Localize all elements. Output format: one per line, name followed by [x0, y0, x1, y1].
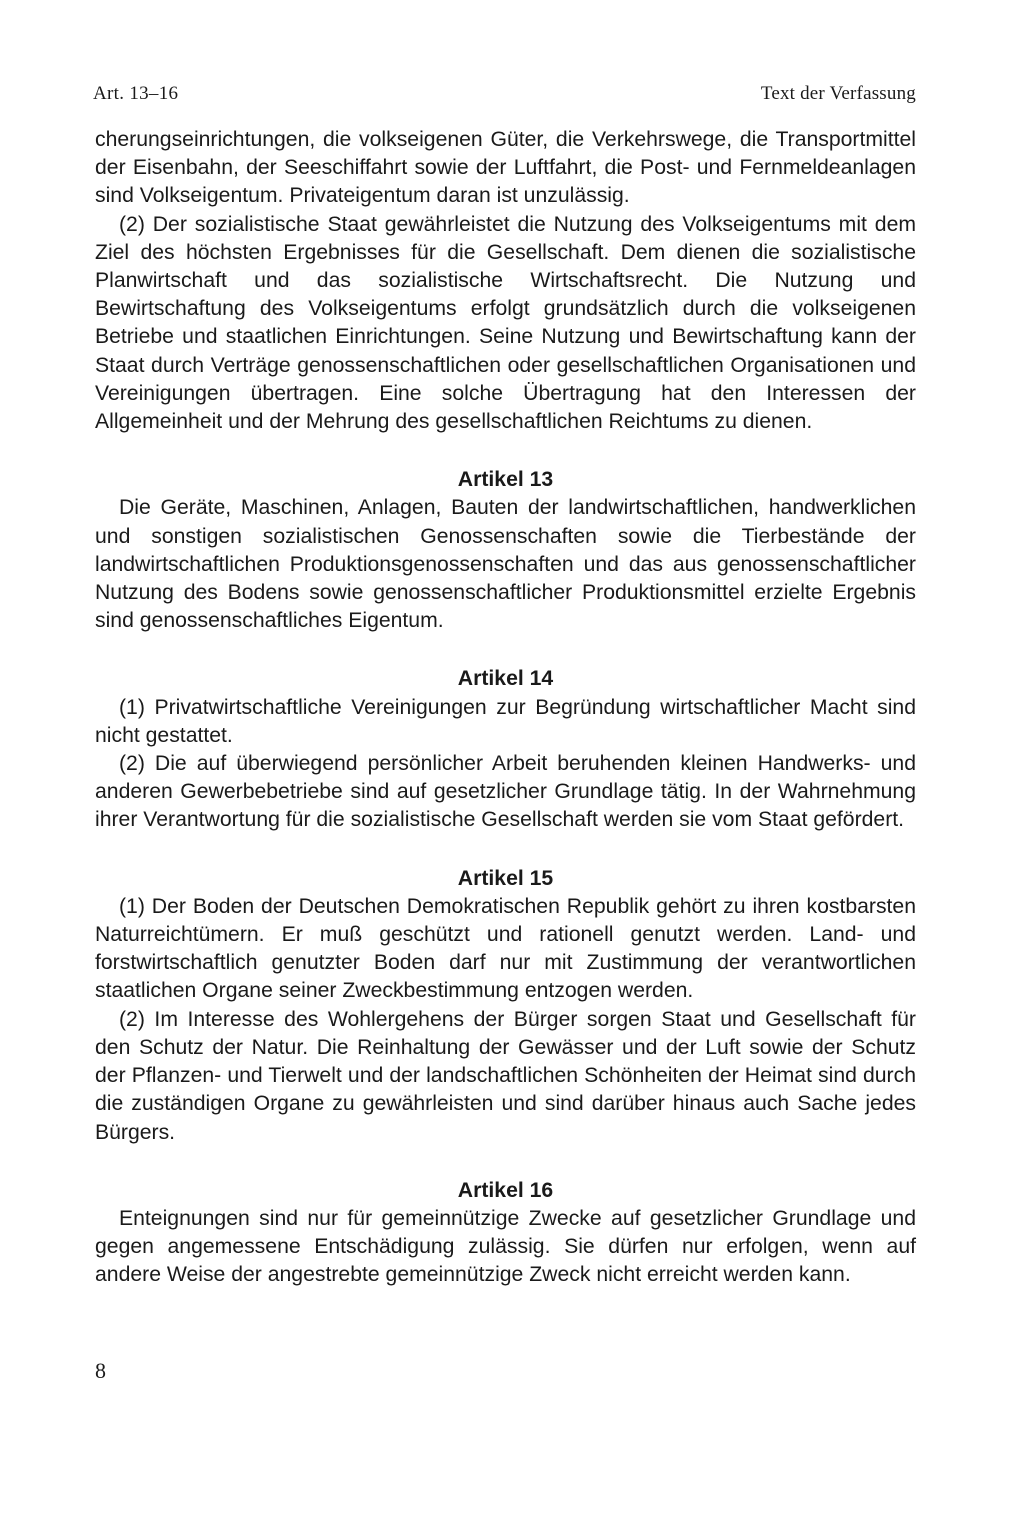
spacer — [95, 1147, 916, 1177]
article15-paragraph-2: (2) Im Interesse des Wohlergehens der Bürger sorgen Staat und Gesellschaft für den Schutz der Natur. Die Reinhaltung der Gewässer und der Luft sowie der Schutz der Pflanzen- und Tierwelt und der landschaftlichen Schönheiten der Heimat sind durch die zuständigen Organe zu gewährleisten und sind darüber hinaus auch Sache jedes Bürgers. — [95, 1007, 916, 1144]
page-number: 8 — [95, 1358, 106, 1383]
article12-continuation: cherungseinrichtungen, die volkseigenen Güter, die Verkehrswege, die Transportmittel der Eisenbahn, der Seeschiffahrt sowie der Luftfahrt, die Post- und Fernmeldeanlagen sind Volkseigentum. Privateigentum daran ist unzulässig. — [95, 128, 916, 208]
body-text — [95, 126, 916, 1290]
header-article-range: Art. 13–16 — [93, 83, 179, 104]
article14-paragraph-2: (2) Die auf überwiegend persönlicher Arbeit beruhenden kleinen Handwerks- und anderen Gewerbebetriebe sind auf gesetzlicher Grundlage tätig. In der Wahrnehmung ihrer Verantwortung für die sozialistische Gesellschaft werden sie vom Staat gefördert. — [95, 752, 916, 832]
spacer — [95, 436, 916, 466]
article14-heading: Artikel 14 — [457, 667, 554, 691]
article12-paragraph-2: (2) Der sozialistische Staat gewährleistet die Nutzung des Volkseigentums mit dem Ziel des höchsten Ergebnisses für die Gesellschaft. Dem dienen die sozialistische Planwirtschaft und das sozialistische Wirtschaftsrecht. Die Nutzung und Bewirtschaftung des Volkseigentums erfolgt grundsätzlich durch die volkseigenen Betriebe und staatlichen Einrichtungen. Seine Nutzung und Bewirtschaftung kann der Staat durch Verträge genossenschaftlichen oder gesellschaftlichen Organisationen und Vereinigungen übertragen. Eine solche Übertragung hat den Interessen der Allgemeinheit und der Mehrung des gesellschaftlichen Reichtums zu dienen. — [95, 212, 916, 434]
article16-paragraph-1: Enteignungen sind nur für gemeinnützige Zwecke auf gesetzlicher Grundlage und gegen angemessene Entschädigung zulässig. Sie dürfen nur erfolgen, wenn auf andere Weise der angestrebte gemeinnützige Zweck nicht erreicht werden kann. — [95, 1206, 916, 1287]
article15-heading: Artikel 15 — [457, 866, 554, 890]
article15-paragraph-1: (1) Der Boden der Deutschen Demokratischen Republik gehört zu ihren kostbarsten Naturreichtümern. Er muß geschützt und rationell genutzt werden. Land- und forstwirtschaftlich genutzter Boden darf nur mit Zustimmung der verantwortlichen staatlichen Organe seiner Zweckbestimmung entzogen werden. — [95, 894, 916, 1003]
spacer — [95, 835, 916, 865]
article16-heading: Artikel 16 — [457, 1178, 554, 1202]
header-section-title: Text der Verfassung — [760, 83, 916, 104]
article14-paragraph-1: (1) Privatwirtschaftliche Vereinigungen zur Begründung wirtschaftlicher Macht sind nicht gestattet. — [95, 695, 916, 747]
running-header — [93, 83, 916, 111]
article13-paragraph-1: Die Geräte, Maschinen, Anlagen, Bauten der landwirtschaftlichen, handwerklichen und sonstigen sozialistischen Genossenschaften sowie die Tierbestände der landwirtschaftlichen Produktionsgenossenschaften und das aus genossenschaftlicher Nutzung des Bodens sowie genossenschaftlicher Produktionsmittel erzielte Ergebnis sind genossenschaftliches Eigentum. — [95, 496, 916, 633]
spacer — [95, 635, 916, 665]
article13-heading: Artikel 13 — [457, 468, 554, 492]
